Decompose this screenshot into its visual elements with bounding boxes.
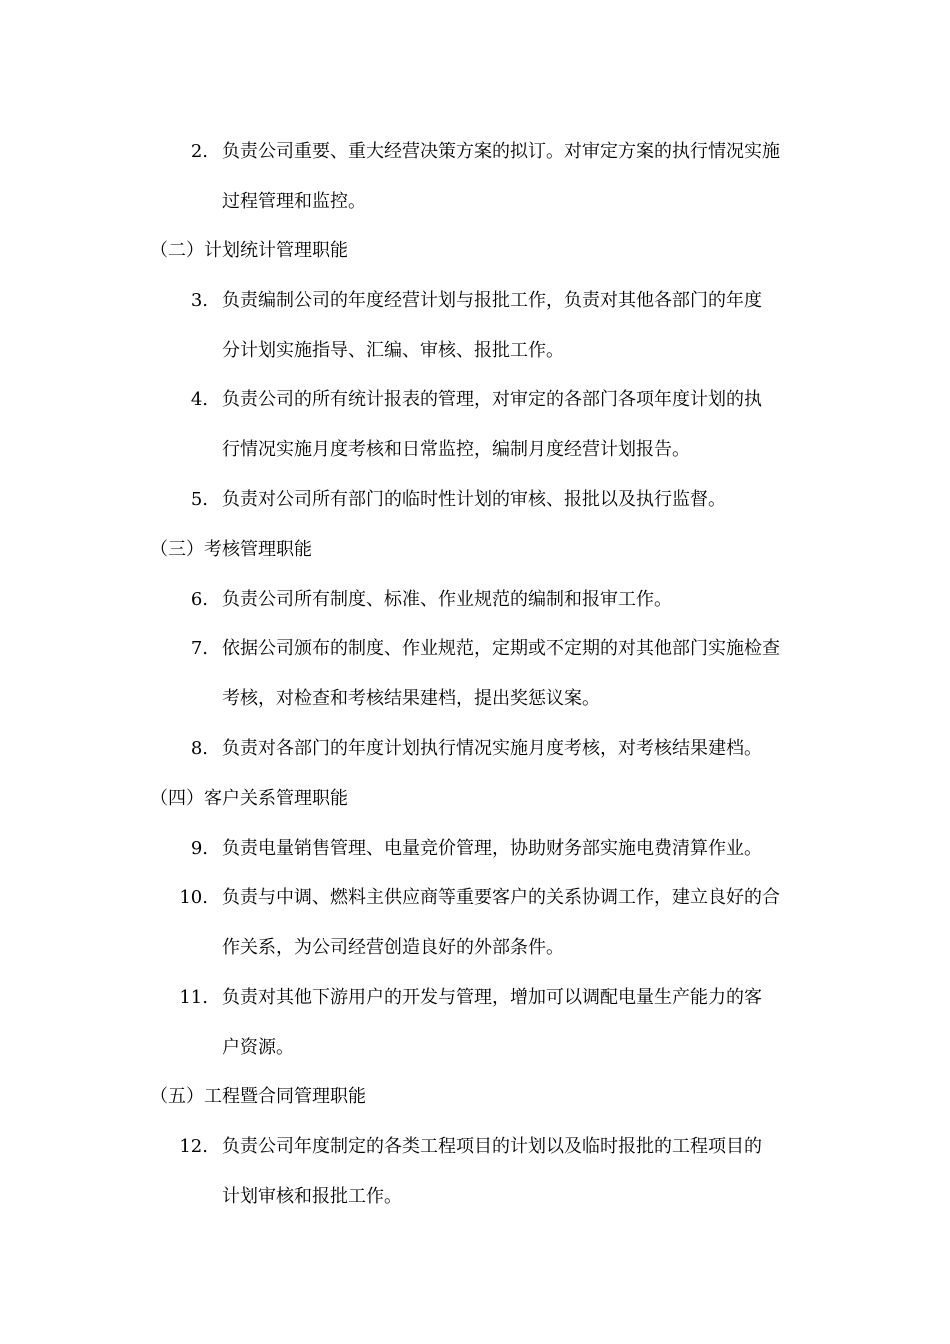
item-number: 3. xyxy=(190,290,208,311)
item-text-line: 考核，对检查和考核结果建档，提出奖惩议案。 xyxy=(222,688,600,709)
item-text-line: 负责编制公司的年度经营计划与报批工作，负责对其他各部门的年度 xyxy=(222,290,762,311)
section-heading: （五）工程暨合同管理职能 xyxy=(150,1086,366,1107)
item-text-line: 计划审核和报批工作。 xyxy=(222,1186,402,1207)
item-text-line: 户资源。 xyxy=(222,1037,294,1058)
item-number: 8. xyxy=(190,738,208,759)
item-number: 10. xyxy=(179,887,208,908)
item-text-line: 过程管理和监控。 xyxy=(222,191,366,212)
item-number: 2. xyxy=(190,141,208,162)
item-text-line: 负责公司的所有统计报表的管理，对审定的各部门各项年度计划的执 xyxy=(222,389,762,410)
item-number: 6. xyxy=(190,589,208,610)
item-text-line: 负责对各部门的年度计划执行情况实施月度考核，对考核结果建档。 xyxy=(222,738,762,759)
item-number: 12. xyxy=(179,1136,208,1157)
item-text-line: 负责公司年度制定的各类工程项目的计划以及临时报批的工程项目的 xyxy=(222,1136,762,1157)
item-text-line: 负责与中调、燃料主供应商等重要客户的关系协调工作，建立良好的合 xyxy=(222,887,780,908)
item-text-line: 负责电量销售管理、电量竞价管理，协助财务部实施电费清算作业。 xyxy=(222,838,762,859)
item-text-line: 负责对公司所有部门的临时性计划的审核、报批以及执行监督。 xyxy=(222,489,726,510)
item-number: 11. xyxy=(179,987,208,1008)
item-number: 7. xyxy=(190,638,208,659)
section-heading: （四）客户关系管理职能 xyxy=(150,788,348,809)
item-text-line: 分计划实施指导、汇编、审核、报批工作。 xyxy=(222,340,564,361)
item-text-line: 作关系，为公司经营创造良好的外部条件。 xyxy=(222,937,564,958)
item-text-line: 行情况实施月度考核和日常监控，编制月度经营计划报告。 xyxy=(222,439,690,460)
item-text-line: 负责公司重要、重大经营决策方案的拟订。对审定方案的执行情况实施 xyxy=(222,141,780,162)
item-number: 5. xyxy=(190,489,208,510)
section-heading: （二）计划统计管理职能 xyxy=(150,240,348,261)
item-text-line: 负责对其他下游用户的开发与管理，增加可以调配电量生产能力的客 xyxy=(222,987,762,1008)
item-number: 9. xyxy=(190,838,208,859)
section-heading: （三）考核管理职能 xyxy=(150,539,312,560)
item-number: 4. xyxy=(190,389,208,410)
item-text-line: 依据公司颁布的制度、作业规范，定期或不定期的对其他部门实施检查 xyxy=(222,638,780,659)
item-text-line: 负责公司所有制度、标准、作业规范的编制和报审工作。 xyxy=(222,589,672,610)
